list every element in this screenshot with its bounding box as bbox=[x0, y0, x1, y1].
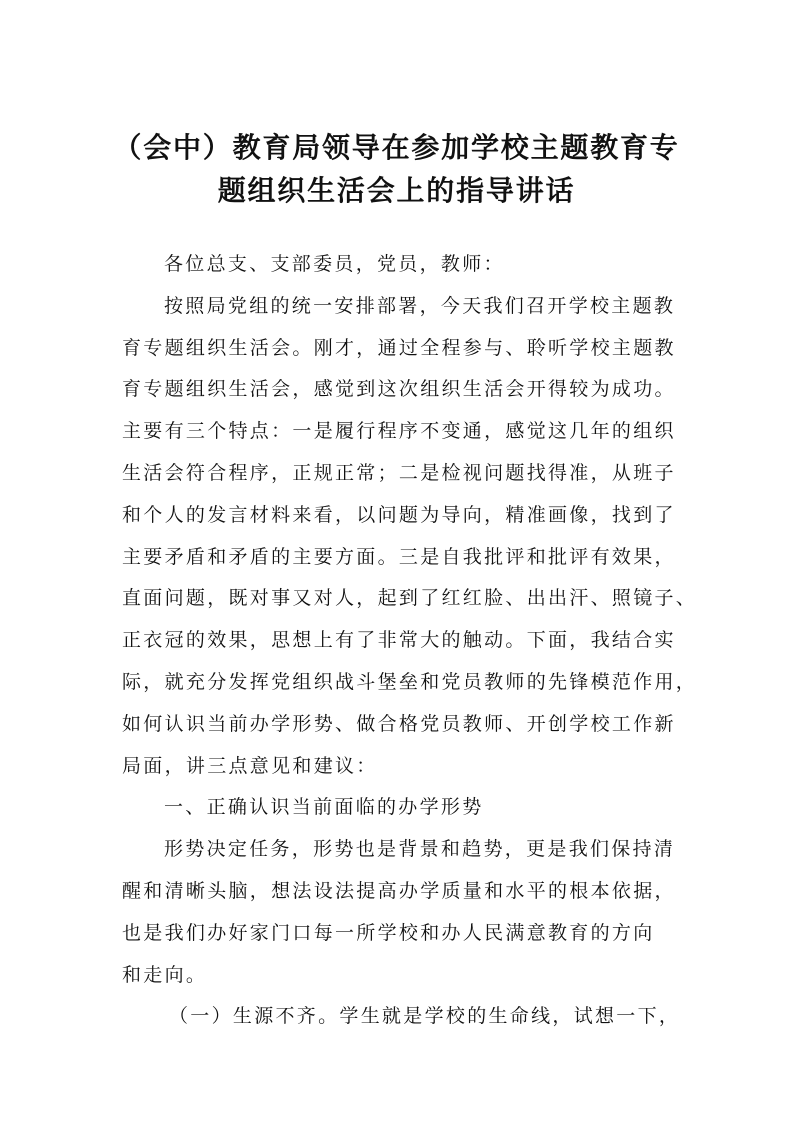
document-body bbox=[122, 244, 702, 1038]
section-heading: 一、正确认识当前面临的办学形势 bbox=[164, 796, 484, 819]
title-line: （会中）教育局领导在参加学校主题教育专 bbox=[113, 131, 680, 164]
body-line: 按照局党组的统一安排部署，今天我们召开学校主题教 bbox=[164, 294, 676, 317]
body-line: 生活会符合程序，正规正常；二是检视问题找得准，从班子 bbox=[122, 461, 676, 484]
body-line: 直面问题，既对事又对人，起到了红红脸、出出汗、照镜子、 bbox=[122, 587, 698, 610]
body-line: 和走向。 bbox=[122, 963, 208, 986]
body-line: 育专题组织生活会。刚才，通过全程参与、聆听学校主题教 bbox=[122, 336, 676, 359]
body-line: 也是我们办好家门口每一所学校和办人民满意教育的方向 bbox=[122, 921, 655, 944]
body-line: 醒和清晰头脑，想法设法提高办学质量和水平的根本依据， bbox=[122, 879, 676, 902]
title-line: 题组织生活会上的指导讲话 bbox=[217, 174, 576, 207]
body-line: 主要有三个特点：一是履行程序不变通，感觉这几年的组织 bbox=[122, 420, 676, 443]
body-line: 和个人的发言材料来看，以问题为导向，精准画像，找到了 bbox=[122, 503, 676, 526]
subsection-line: （一）生源不齐。学生就是学校的生命线，试想一下， bbox=[169, 1005, 681, 1028]
body-line: 局面，讲三点意见和建议： bbox=[122, 754, 378, 777]
body-line: 形势决定任务，形势也是背景和趋势，更是我们保持清 bbox=[164, 838, 676, 861]
body-line: 正衣冠的效果，思想上有了非常大的触动。下面，我结合实 bbox=[122, 629, 676, 652]
salutation: 各位总支、支部委员，党员，教师： bbox=[164, 253, 505, 275]
body-line: 主要矛盾和矛盾的主要方面。三是自我批评和批评有效果， bbox=[122, 545, 676, 568]
document-title bbox=[0, 126, 793, 212]
body-line: 际，就充分发挥党组织战斗堡垒和党员教师的先锋模范作用， bbox=[122, 670, 698, 693]
body-line: 育专题组织生活会，感觉到这次组织生活会开得较为成功。 bbox=[122, 378, 676, 401]
body-line: 如何认识当前办学形势、做合格党员教师、开创学校工作新 bbox=[122, 712, 676, 735]
